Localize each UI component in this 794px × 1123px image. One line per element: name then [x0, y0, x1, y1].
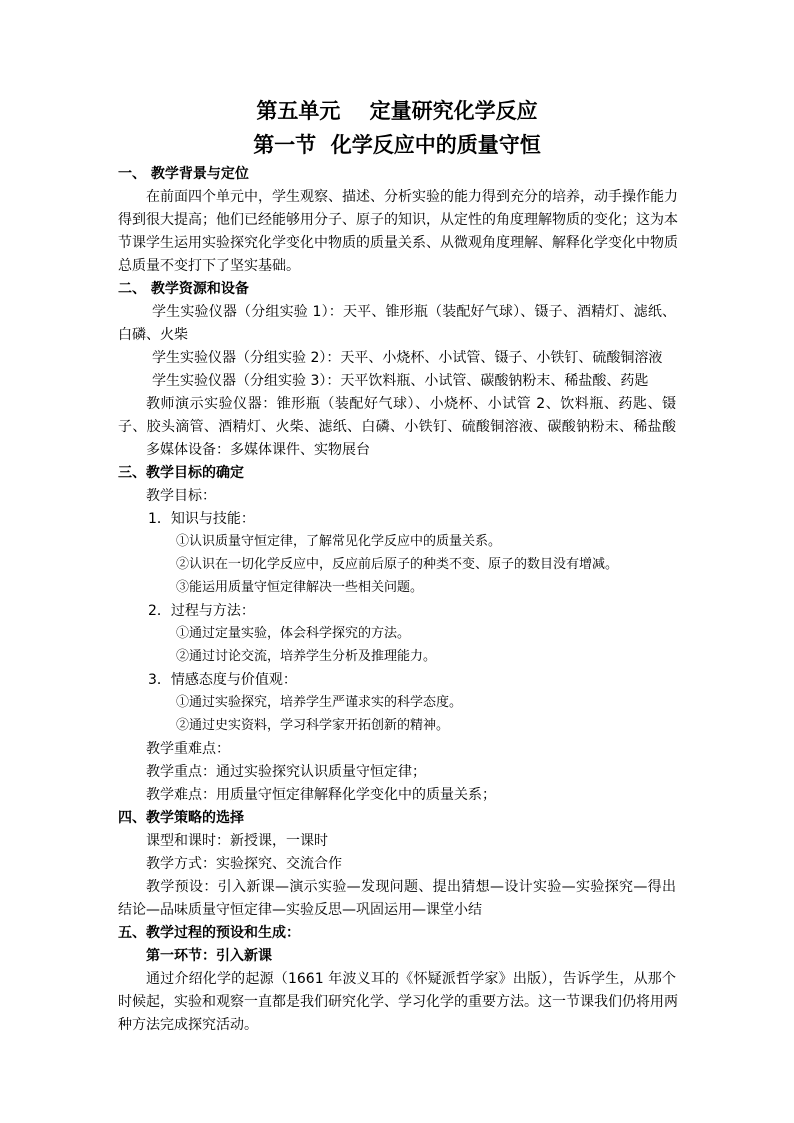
s2-line-7: 多媒体设备：多媒体课件、实物展台	[146, 442, 370, 458]
difficulty-point: 教学难点：用质量守恒定律解释化学变化中的质量关系；	[146, 787, 496, 803]
section-title: 第一节 化学反应中的质量守恒	[253, 133, 541, 157]
s5-line-3: 种方法完成探究活动。	[118, 1017, 258, 1033]
s4-line-2: 教学方式：实验探究、交流合作	[146, 856, 342, 872]
s1-line-3: 节课学生运用实验探究化学变化中物质的质量关系、从微观角度理解、解释化学变化中物质	[118, 235, 678, 251]
s4-line-4: 结论—品味质量守恒定律—实验反思—巩固运用—课堂小结	[118, 902, 482, 918]
section-4-heading: 四、教学策略的选择	[118, 810, 244, 826]
s5-line-1: 通过介绍化学的起源（1661 年波义耳的《怀疑派哲学家》出版），告诉学生，从那个	[146, 971, 676, 987]
section-1-heading: 一、 教学背景与定位	[118, 166, 249, 182]
knowledge-item-3: ③能运用质量守恒定律解决一些相关问题。	[176, 580, 424, 595]
process-methods-heading: 2．过程与方法：	[148, 603, 255, 619]
knowledge-item-1: ①认识质量守恒定律，了解常见化学反应中的质量关系。	[176, 534, 502, 549]
s2-line-2: 白磷、火柴	[118, 327, 188, 343]
knowledge-item-2: ②认识在一切化学反应中，反应前后原子的种类不变、原子的数目没有增减。	[176, 557, 619, 572]
unit-title: 第五单元 定量研究化学反应	[256, 99, 538, 123]
s4-line-3: 教学预设：引入新课—演示实验—发现问题、提出猜想—设计实验—实验探究—得出	[146, 879, 676, 895]
section-3-heading: 三、教学目标的确定	[118, 465, 244, 481]
s1-line-4: 总质量不变打下了坚实基础。	[118, 258, 300, 274]
teaching-goals-label: 教学目标：	[146, 488, 216, 504]
s2-line-1: 学生实验仪器（分组实验 1）：天平、锥形瓶（装配好气球）、镊子、酒精灯、滤纸、	[152, 304, 676, 320]
section-2-heading: 二、 教学资源和设备	[118, 281, 249, 297]
attitude-item-2: ②通过史实资料，学习科学家开拓创新的精神。	[176, 718, 450, 733]
key-difficulty-label: 教学重难点：	[146, 741, 230, 757]
s1-line-1: 在前面四个单元中，学生观察、描述、分析实验的能力得到充分的培养，动手操作能力	[146, 189, 678, 205]
knowledge-skills-heading: 1．知识与技能：	[148, 511, 255, 527]
s5-line-2: 时候起，实验和观察一直都是我们研究化学、学习化学的重要方法。这一节课我们仍将用两	[118, 994, 678, 1010]
process-item-2: ②通过讨论交流，培养学生分析及推理能力。	[176, 649, 437, 664]
key-point: 教学重点：通过实验探究认识质量守恒定律；	[146, 764, 426, 780]
s2-line-3: 学生实验仪器（分组实验 2）：天平、小烧杯、小试管、镊子、小铁钉、硫酸铜溶液	[152, 350, 663, 366]
step-1-heading: 第一环节：引入新课	[146, 948, 272, 964]
process-item-1: ①通过定量实验，体会科学探究的方法。	[176, 626, 411, 641]
s2-line-4: 学生实验仪器（分组实验 3）：天平饮料瓶、小试管、碳酸钠粉末、稀盐酸、药匙	[152, 373, 649, 389]
s2-line-5: 教师演示实验仪器：锥形瓶（装配好气球）、小烧杯、小试管 2、饮料瓶、药匙、镊	[146, 396, 676, 412]
s2-line-6: 子、胶头滴管、酒精灯、火柴、滤纸、白磷、小铁钉、硫酸铜溶液、碳酸钠粉末、稀盐酸	[118, 419, 676, 435]
section-5-heading: 五、教学过程的预设和生成：	[118, 925, 300, 941]
s1-line-2: 得到很大提高；他们已经能够用分子、原子的知识，从定性的角度理解物质的变化；这为本	[118, 212, 678, 228]
attitude-item-1: ①通过实验探究，培养学生严谨求实的科学态度。	[176, 695, 463, 710]
attitude-values-heading: 3．情感态度与价值观：	[148, 672, 297, 688]
s4-line-1: 课型和课时：新授课，一课时	[146, 833, 328, 849]
